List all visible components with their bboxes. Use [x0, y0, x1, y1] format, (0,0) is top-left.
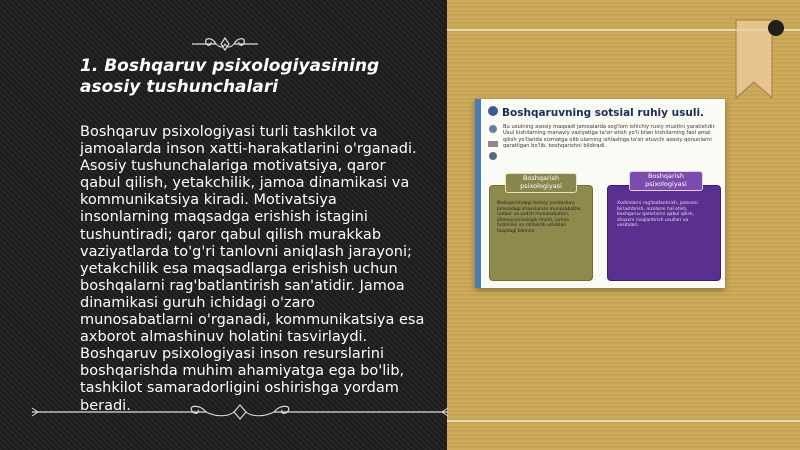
- gold-bottom-line: [447, 420, 800, 422]
- slide-block-left-text: Boshqarishdagi tizimiy yondashuv, jamoadagi shaxslararo munosabatlar, rahbar va xodim munosabatlari, ijtimoiy-psixologik muhit, jamoa tuzilmasi va rahbarlik uslublari haqidagi bilimlar.: [497, 201, 583, 234]
- section-paragraph: Boshqaruv psixologiyasi turli tashkilot va jamoalarda inson xatti-harakatlarini o'rganadi. Asosiy tushunchalariga motivatsiya, qaror qabul qilish, yetakchilik, jamoa dinamikasi va kommunikatsiya kiradi. Motivatsiya insonlarning maqsadga erishish istagini tushuntiradi; qaror qabul qilish murakkab vaziyatlarda to'g'ri tanlovni aniqlash jarayoni; yetakchilik esa maqsadlarga erishish uchun boshqalarni rag'batlantirish san'atidir. Jamoa dinamikasi guruh ichidagi o'zaro munosabatlarni o'rganadi, kommunikatsiya esa axborot almashinuv holatini tasvirlaydi. Boshqaruv psixologiyasi inson resurslarini boshqarishda muhim ahamiyatga ega bo'lib, tashkilot samaradorligini oshirishga yordam beradi.: [80, 124, 425, 414]
- slide-block-right-title: Boshqarish psixologiyasi: [629, 171, 703, 191]
- slide-block-left-title: Boshqarish psixologiyasi: [505, 173, 577, 193]
- top-ornament: [190, 34, 260, 54]
- slide-accent-band: [475, 99, 481, 288]
- slide-block-right: [607, 185, 721, 281]
- bookmark-ribbon-icon: [718, 18, 784, 104]
- section-heading: 1. Boshqaruv psixologiyasining asosiy tushunchalari: [80, 56, 380, 97]
- slide-thumbnail: [475, 99, 725, 288]
- slide-bullet-icons: [485, 105, 501, 163]
- slide-block-right-text: Xodimlarni rag'batlantirish, jamoani birlashtirish, nizolarni hal etish, boshqaruv qarorlarini qabul qilish, shaxsni rivojlantirish usullari va vositalari.: [617, 201, 698, 229]
- slide-description: Bu usulning asosiy maqsadi jamoalarda sog'lom ishlchiy ruxiy muxitni yaratishdir. Usul kishilarning manaviy vaziyatiga ta'sir etish yo'li bilan kishilarning faol amal qilish yo'llarida xizmatga olib ularning ishlashiga ta'sir etuvchi asosiy qonunlarni qaratilgan bo'lib, boshqarishni bildiradi.: [503, 124, 716, 150]
- slide-title: Boshqaruvning sotsial ruhiy usuli.: [502, 107, 705, 119]
